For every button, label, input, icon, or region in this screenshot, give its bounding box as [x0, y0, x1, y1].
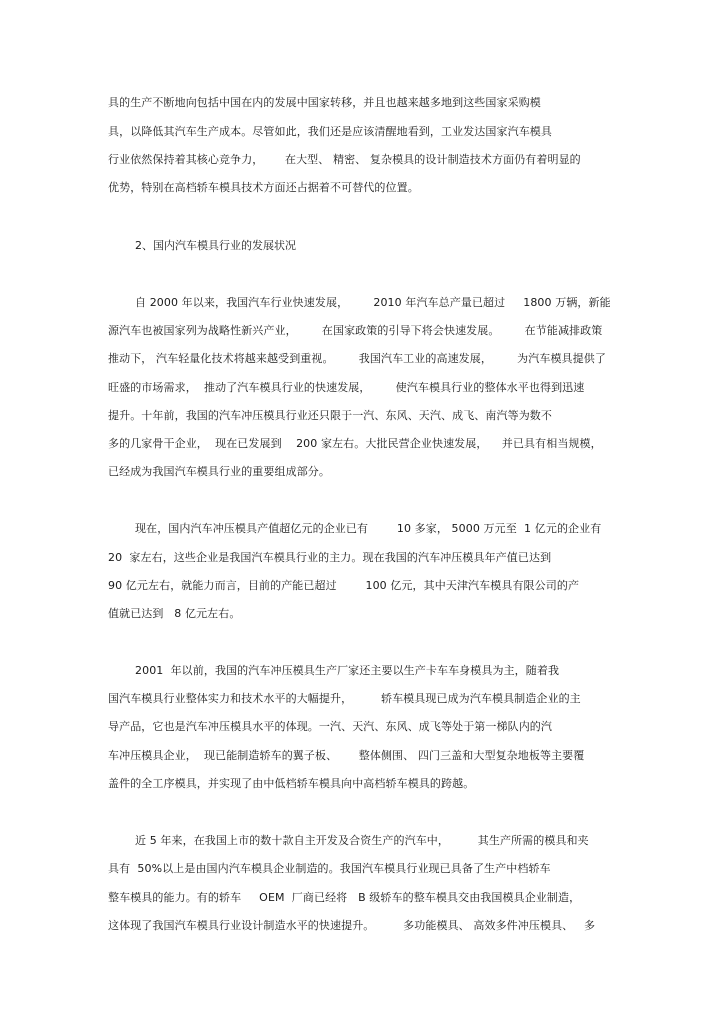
paragraph-1-line-1: 具的生产不断地向包括中国在内的发展中国家转移，并且也越来越多地到这些国家采购模: [108, 96, 541, 109]
paragraph-2-line-7: 已经成为我国汽车模具行业的重要组成部分。: [108, 465, 330, 478]
paragraph-3-line-3: 90 亿元左右，就能力而言，目前的产能已超过 100 亿元，其中天津汽车模具有限公司的产: [108, 579, 580, 592]
paragraph-1-line-4: 优势，特别在高档轿车模具技术方面还占据着不可替代的位置。: [108, 181, 419, 194]
paragraph-5-line-3: 整车模具的能力。有的轿车 OEM 厂商已经将 B 级轿车的整车模具交由我国模具企业制造，: [108, 891, 581, 904]
paragraph-5-line-1: 近 5 年来，在我国上市的数十款自主开发及合资生产的汽车中， 其生产所需的模具和夹: [135, 834, 589, 847]
paragraph-4-line-4: 车冲压模具企业， 现已能制造轿车的翼子板、 整体侧围、 四门三盖和大型复杂地板等主要覆: [108, 749, 585, 762]
paragraph-1-line-2: 具，以降低其汽车生产成本。尽管如此，我们还是应该清醒地看到，工业发达国家汽车模具: [108, 125, 552, 138]
paragraph-4-line-3: 导产品，它也是汽车冲压模具水平的体现。一汽、天汽、东风、成飞等处于第一梯队内的汽: [108, 720, 552, 733]
paragraph-5-line-2: 具有 50%以上是由国内汽车模具企业制造的。我国汽车模具行业现已具备了生产中档轿车: [108, 862, 551, 875]
paragraph-5-line-4: 这体现了我国汽车模具行业设计制造水平的快速提升。 多功能模具、 高效多件冲压模具、 多: [108, 919, 596, 932]
paragraph-2-line-5: 提升。十年前，我国的汽车冲压模具行业还只限于一汽、东风、天汽、成飞、南汽等为数不: [108, 409, 552, 422]
paragraph-4-line-5: 盖件的全工序模具，并实现了由中低档轿车模具向中高档轿车模具的跨越。: [108, 777, 475, 790]
paragraph-3-line-2: 20 家左右，这些企业是我国汽车模具行业的主力。现在我国的汽车冲压模具年产值已达到: [108, 551, 552, 564]
paragraph-1-line-3: 行业依然保持着其核心竞争力， 在大型、 精密、 复杂模具的设计制造技术方面仍有着明显的: [108, 153, 581, 166]
paragraph-2-line-4: 旺盛的市场需求， 推动了汽车模具行业的快速发展， 使汽车模具行业的整体水平也得到迅速: [108, 381, 585, 394]
paragraph-2-line-2: 源汽车也被国家列为战略性新兴产业， 在国家政策的引导下将会快速发展。 在节能减排政策: [108, 324, 603, 337]
section-heading: 2、国内汽车模具行业的发展状况: [135, 239, 296, 252]
paragraph-2-line-1: 自 2000 年以来，我国汽车行业快速发展， 2010 年汽车总产量已超过 1800 万辆，新能: [135, 296, 611, 309]
paragraph-2-line-6: 多的几家骨干企业， 现在已发展到 200 家左右。大批民营企业快速发展， 并已具有相当规模，: [108, 437, 602, 450]
paragraph-3-line-1: 现在，国内汽车冲压模具产值超亿元的企业已有 10 多家， 5000 万元至 1 亿元的企业有: [135, 522, 602, 535]
paragraph-4-line-2: 国汽车模具行业整体实力和技术水平的大幅提升， 轿车模具现已成为汽车模具制造企业的主: [108, 692, 581, 705]
paragraph-3-line-4: 值就已达到 8 亿元左右。: [108, 607, 241, 620]
paragraph-2-line-3: 推动下， 汽车轻量化技术将越来越受到重视。 我国汽车工业的高速发展， 为汽车模具提供了: [108, 352, 606, 365]
paragraph-4-line-1: 2001 年以前，我国的汽车冲压模具生产厂家还主要以生产卡车车身模具为主，随着我: [135, 664, 560, 677]
